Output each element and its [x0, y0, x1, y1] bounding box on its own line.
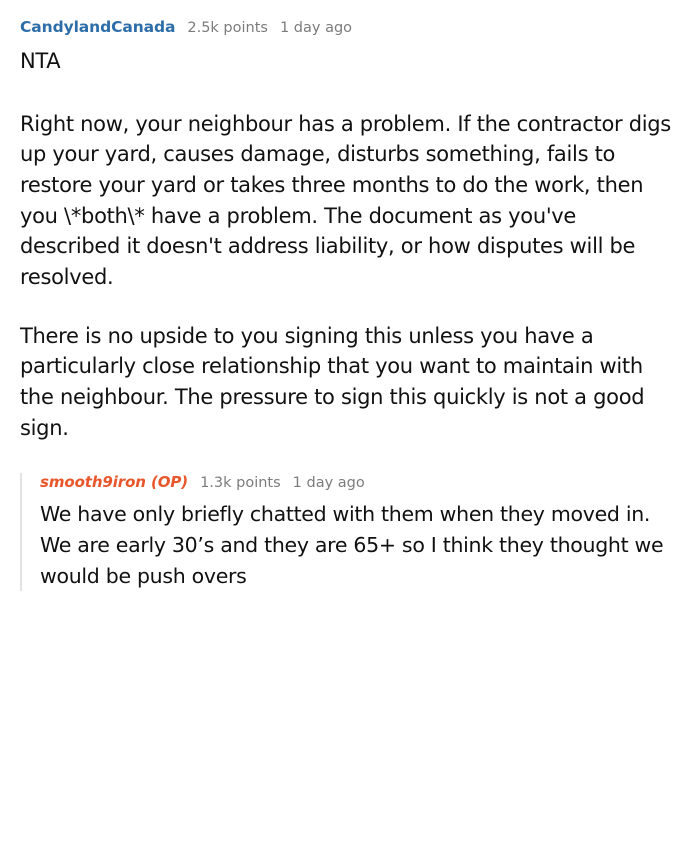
- comment-score: 2.5k points: [187, 20, 268, 36]
- reply-meta: [40, 473, 680, 491]
- comment-paragraph-1: Right now, your neighbour has a problem. If the contractor digs up your yard, causes damage, disturbs something, fails to restore your yard or takes three months to do the work, then you \*both\* have a problem. The document as you've described it doesn't address liability, or how disputes will be resolved.: [20, 111, 671, 289]
- comment-author-link[interactable]: CandylandCanada: [20, 18, 176, 36]
- comment-top-level: [20, 18, 680, 591]
- comment-timestamp: 1 day ago: [279, 20, 353, 36]
- reply-paragraph: We have only briefly chatted with them when they moved in. We are early 30’s and they are 65+ so I think they thought we would be push overs: [40, 502, 664, 588]
- reply-author-link[interactable]: smooth9iron (OP): [40, 473, 189, 492]
- reply-body: [40, 499, 680, 591]
- comment-meta: [20, 18, 680, 36]
- reply-score: 1.3k points: [200, 475, 281, 492]
- comment-body: [20, 46, 680, 443]
- comment-paragraph-verdict: NTA: [20, 49, 61, 73]
- comment-paragraph-2: There is no upside to you signing this unless you have a particularly close relationship that you want to maintain with the neighbour. The pressure to sign this quickly is not a good sign.: [20, 323, 645, 440]
- reply-timestamp: 1 day ago: [292, 475, 365, 492]
- comment-reply: [20, 473, 680, 591]
